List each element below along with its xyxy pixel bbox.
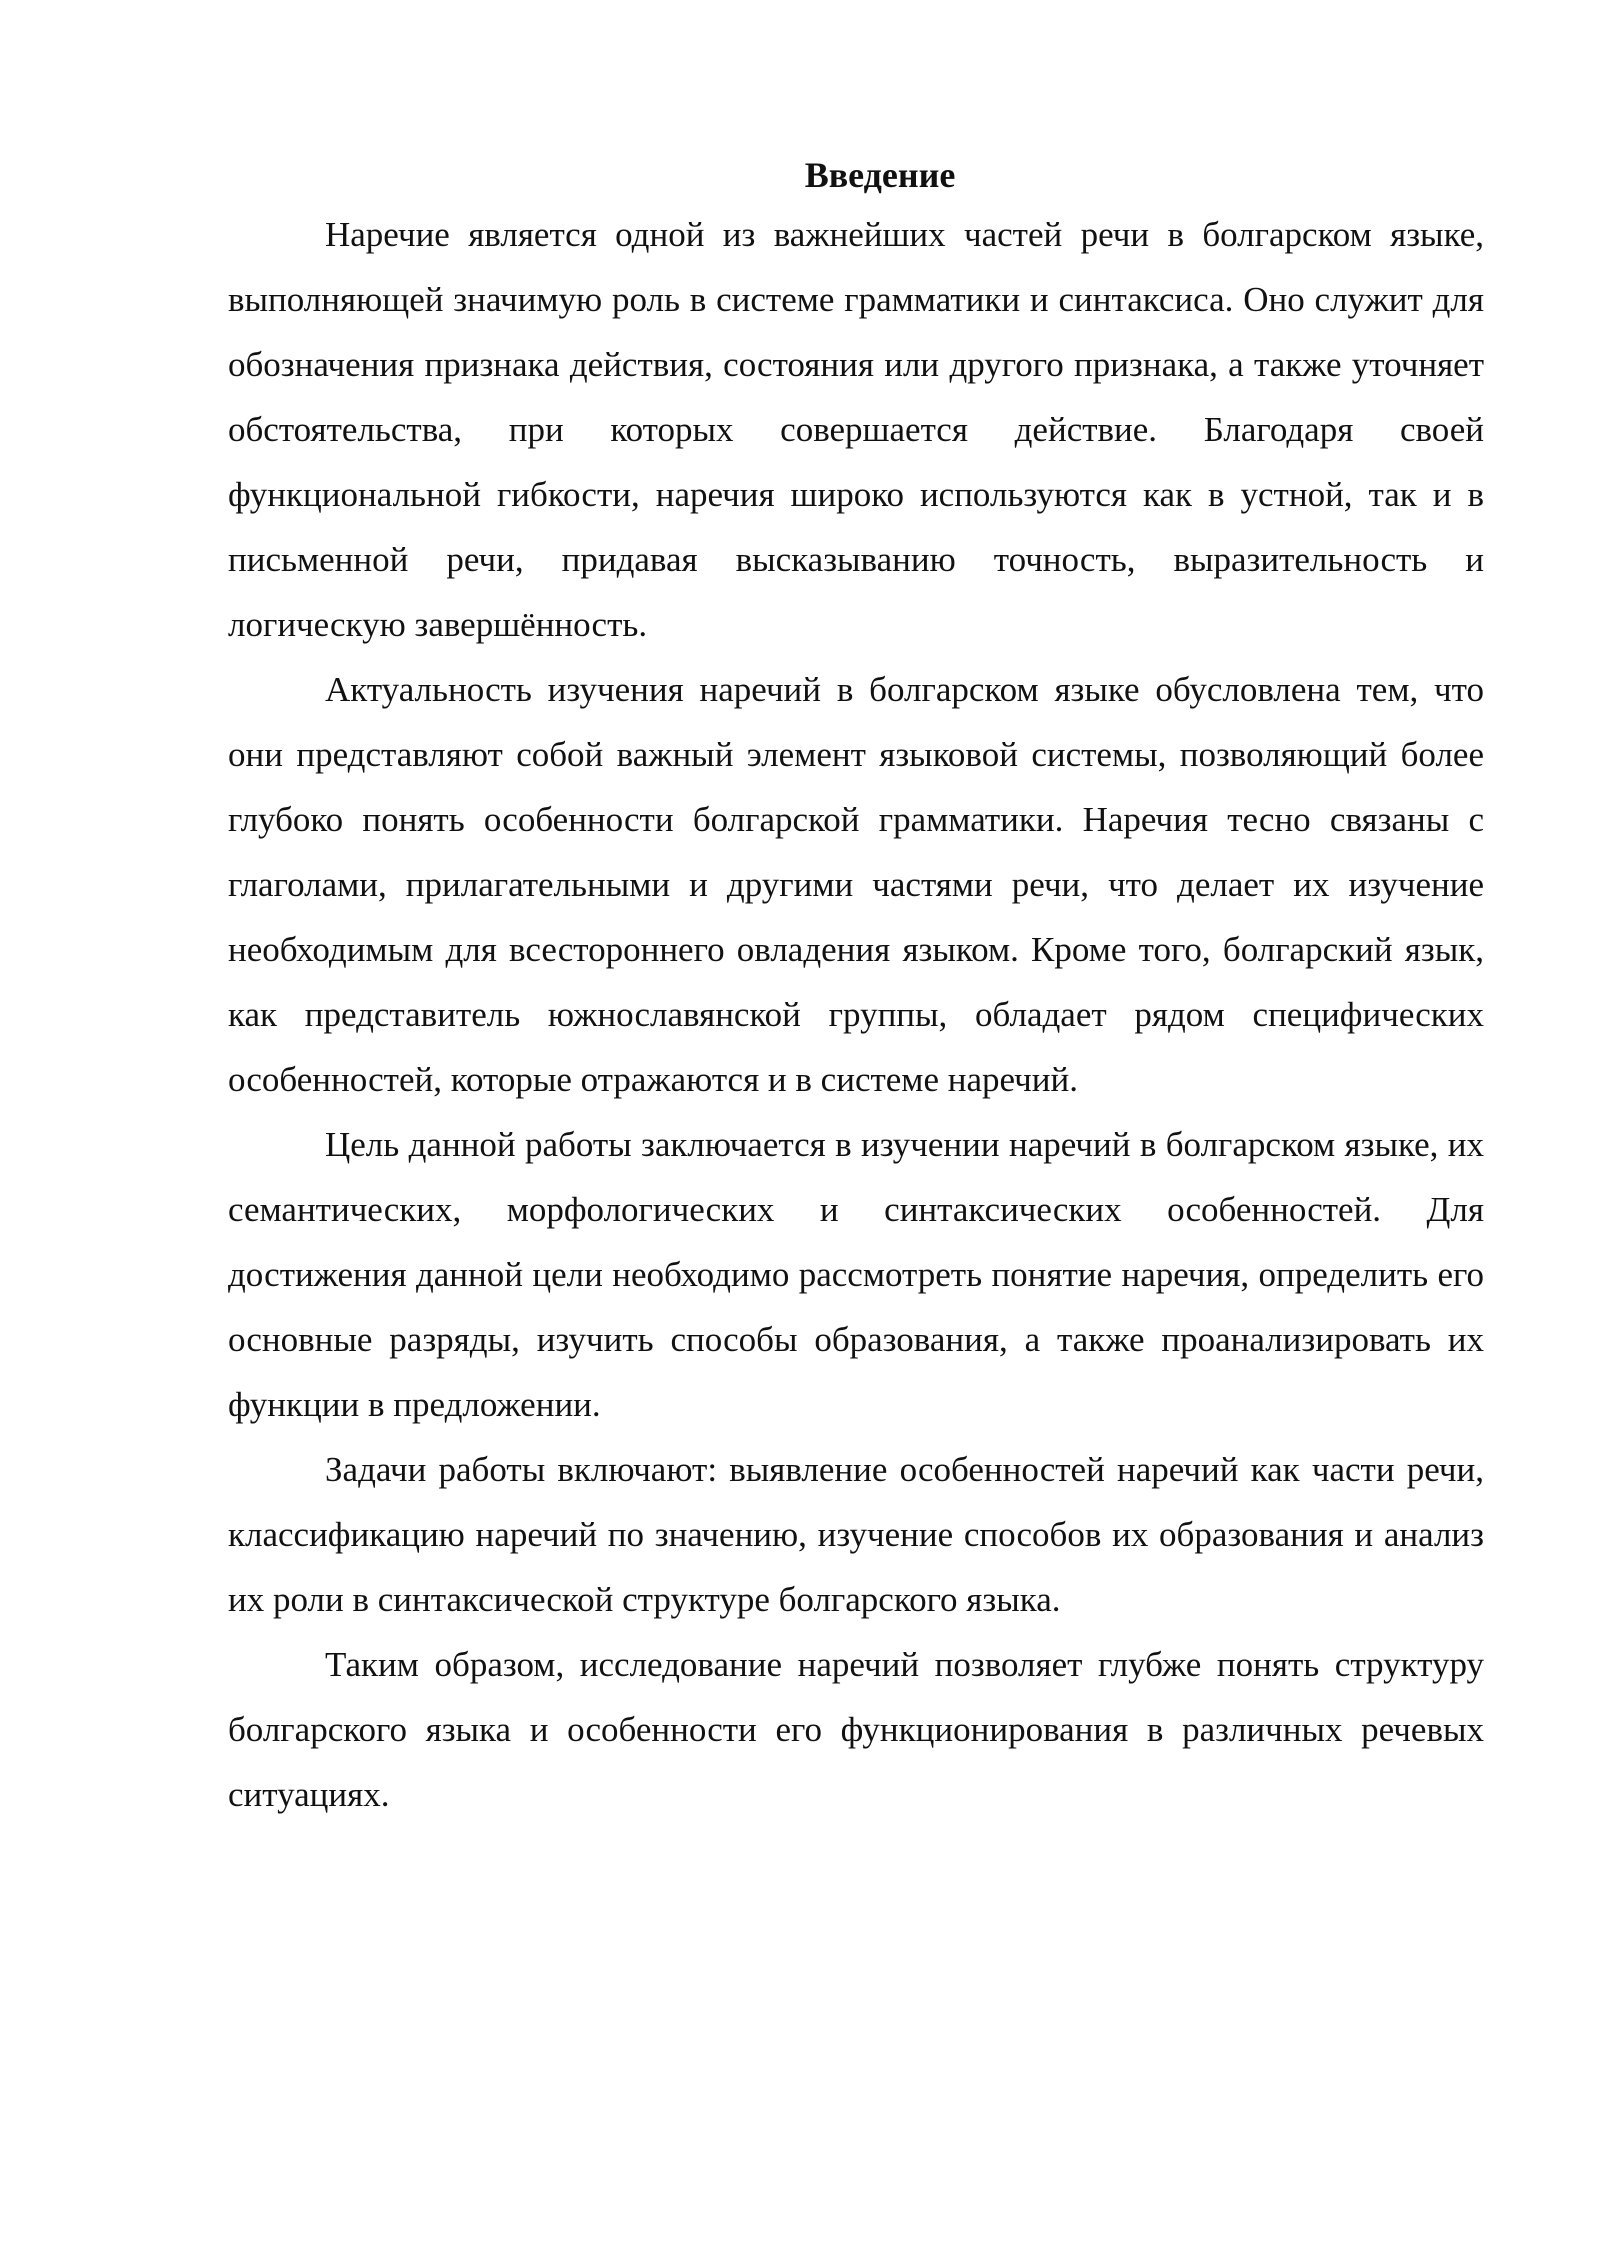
document-body (228, 148, 1484, 1827)
paragraph-5: Таким образом, исследование наречий позволяет глубже понять структуру болгарского языка и особенности его функционирования в различных речевых ситуациях. (228, 1645, 1484, 1814)
page-title: Введение (804, 155, 956, 195)
paragraph-2: Актуальность изучения наречий в болгарском языке обусловлена тем, что они представляют собой важный элемент языковой системы, позволяющий более глубоко понять особенности болгарской грамматики. Наречия тесно связаны с глаголами, прилагательными и другими частями речи, что делает их изучение необходимым для всестороннего овладения языком. Кроме того, болгарский язык, как представитель южнославянской группы, обладает рядом специфических особенностей, которые отражаются и в системе наречий. (228, 670, 1484, 1099)
paragraph-4: Задачи работы включают: выявление особенностей наречий как части речи, классификацию наречий по значению, изучение способов их образования и анализ их роли в синтаксической структуре болгарского языка. (228, 1450, 1484, 1619)
paragraph-3: Цель данной работы заключается в изучении наречий в болгарском языке, их семантических, морфологических и синтаксических особенностей. Для достижения данной цели необходимо рассмотреть понятие наречия, определить его основные разряды, изучить способы образования, а также проанализировать их функции в предложении. (228, 1125, 1484, 1424)
paragraph-1: Наречие является одной из важнейших частей речи в болгарском языке, выполняющей значимую роль в системе грамматики и синтаксиса. Оно служит для обозначения признака действия, состояния или другого признака, а также уточняет обстоятельства, при которых совершается действие. Благодаря своей функциональной гибкости, наречия широко используются как в устной, так и в письменной речи, придавая высказыванию точность, выразительность и логическую завершённость. (228, 215, 1484, 644)
